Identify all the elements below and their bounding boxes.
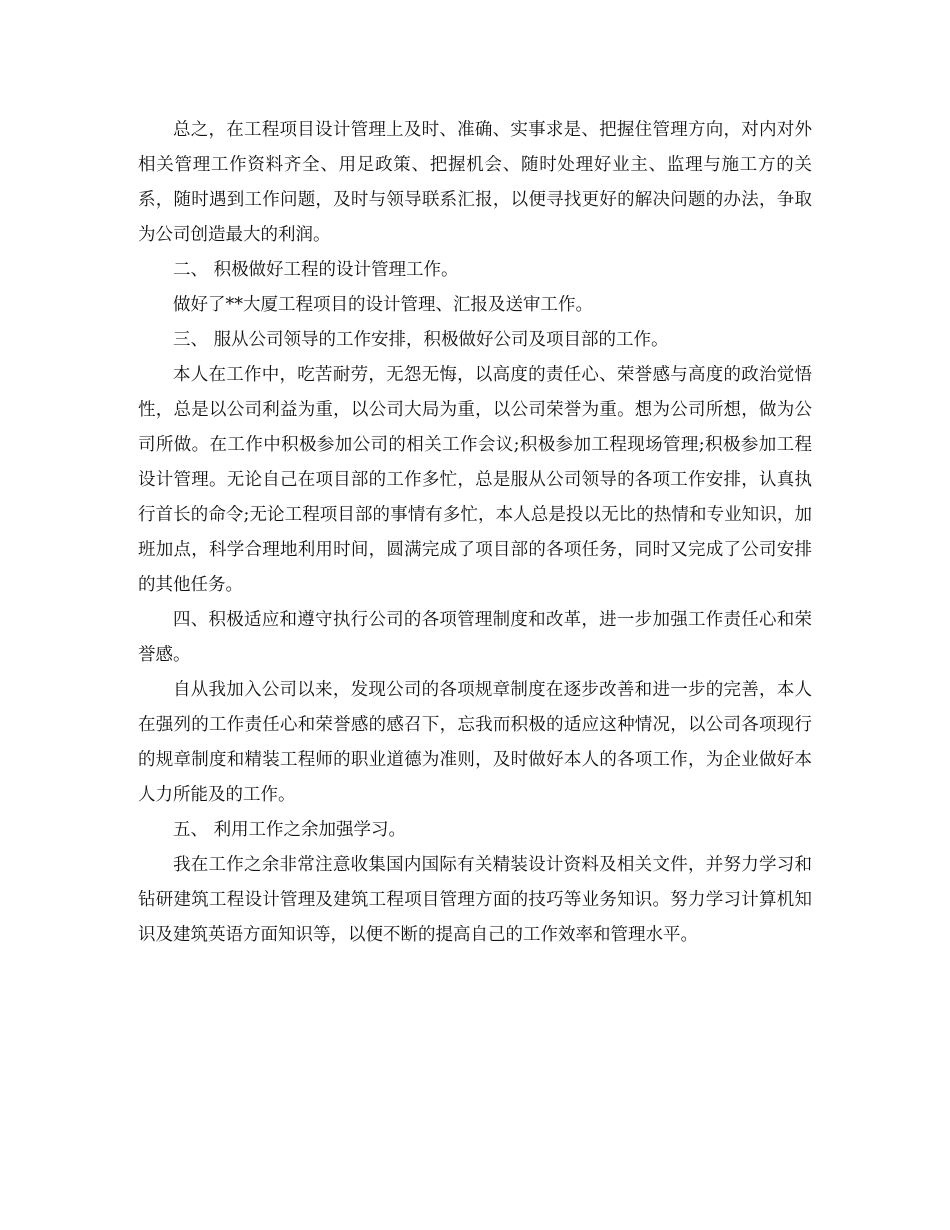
paragraph-learning: 我在工作之余非常注意收集国内国际有关精装设计资料及相关文件，并努力学习和钻研建筑工程设计管理及建筑工程项目管理方面的技巧等业务知识。努力学习计算机知识及建筑英语方面知识等，以便不断的提高自己的工作效率和管理水平。: [138, 855, 812, 945]
paragraph-work-attitude: 本人在工作中，吃苦耐劳，无怨无悔，以高度的责任心、荣誉感与高度的政治觉悟性，总是以公司利益为重，以公司大局为重，以公司荣誉为重。想为公司所想，做为公司所做。在工作中积极参加公司的相关工作会议;积极参加工程现场管理;积极参加工程设计管理。无论自己在项目部的工作多忙，总是服从公司领导的各项工作安排，认真执行首长的命令;无论工程项目部的事情有多忙，本人总是投以无比的热情和专业知识，加班加点，科学合理地利用时间，圆满完成了项目部的各项任务，同时又完成了公司安排的其他任务。: [138, 365, 812, 595]
paragraph-summary: 总之，在工程项目设计管理上及时、准确、实事求是、把握住管理方向，对内对外相关管理工作资料齐全、用足政策、把握机会、随时处理好业主、监理与施工方的关系，随时遇到工作问题，及时与领导联系汇报，以便寻找更好的解决问题的办法，争取为公司创造最大的利润。: [138, 120, 812, 245]
section-heading-2: 二、 积极做好工程的设计管理工作。: [173, 260, 459, 280]
section-heading-4: 四、积极适应和遵守执行公司的各项管理制度和改革，进一步加强工作责任心和荣誉感。: [138, 610, 812, 665]
section-heading-5: 五、 利用工作之余加强学习。: [173, 820, 407, 840]
paragraph-design-management: 做好了**大厦工程项目的设计管理、汇报及送审工作。: [173, 295, 593, 315]
document-body: [138, 113, 812, 953]
section-heading-3: 三、 服从公司领导的工作安排，积极做好公司及项目部的工作。: [173, 330, 669, 350]
paragraph-company-rules: 自从我加入公司以来，发现公司的各项规章制度在逐步改善和进一步的完善，本人在强列的工作责任心和荣誉感的感召下，忘我而积极的适应这种情况，以公司各项现行的规章制度和精装工程师的职业道德为准则，及时做好本人的各项工作，为企业做好本人力所能及的工作。: [138, 680, 812, 805]
